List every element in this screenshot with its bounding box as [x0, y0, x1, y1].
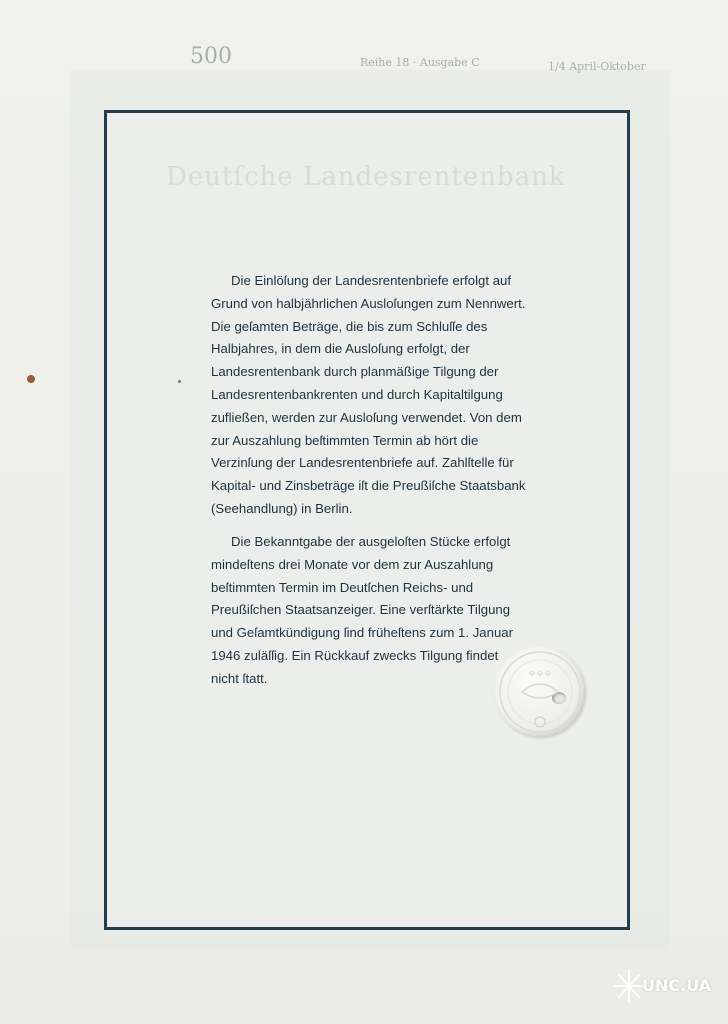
watermark-text: UNC.UA — [642, 976, 712, 995]
show-through-coupon-dates: 1/4 April-Oktober — [548, 60, 646, 73]
rust-spot — [27, 375, 35, 383]
watermark-star-icon — [612, 966, 646, 1006]
redemption-terms-paragraph: Die Einlöſung der Landesrentenbriefe erfolgt auf Grund von halbjährlichen Ausloſungen zum Nennwert. Die geſamten Beträge, die bis zum Schluſſe des Halbjahres, in dem die Ausloſung erfolgt, der Landesrentenbank durch planmäßige Tilgung der Landesrentenbankrenten und durch Kapitaltilgung zufließen, werden zur Ausloſung verwendet. Von dem zur Auszahlung beſtimmten Termin ab hört die Verzinſung der Landesrentenbriefe auf. Zahlſtelle für Kapital- und Zinsbeträge iſt die Preußiſche Staatsbank (Seehandlung) in Berlin. — [211, 273, 526, 516]
ink-speck — [178, 380, 181, 383]
seal-ring-marks: ✠ ✠ ✠ — [528, 670, 552, 678]
seal-emblem-icon — [494, 646, 586, 738]
embossed-seal — [494, 646, 586, 738]
terms-block — [211, 270, 529, 521]
notice-block — [211, 531, 529, 691]
show-through-series-line: Reihe 18 · Ausgabe C — [360, 56, 480, 69]
watermark — [612, 962, 722, 1016]
announcement-terms-paragraph: Die Bekanntgabe der ausgeloſten Stücke erfolgt mindeſtens drei Monate vor dem zur Auszahlung beſtimmten Termin im Deutſchen Reichs- und Preußiſchen Staatsanzeiger. Eine verſtärkte Tilgung und Geſamtkündigung ſind früheſtens zum 1. Januar 1946 zuläſſig. Ein Rückkauf zwecks Tilgung findet nicht ſtatt. — [211, 534, 514, 686]
show-through-denomination: 500 — [190, 44, 232, 69]
